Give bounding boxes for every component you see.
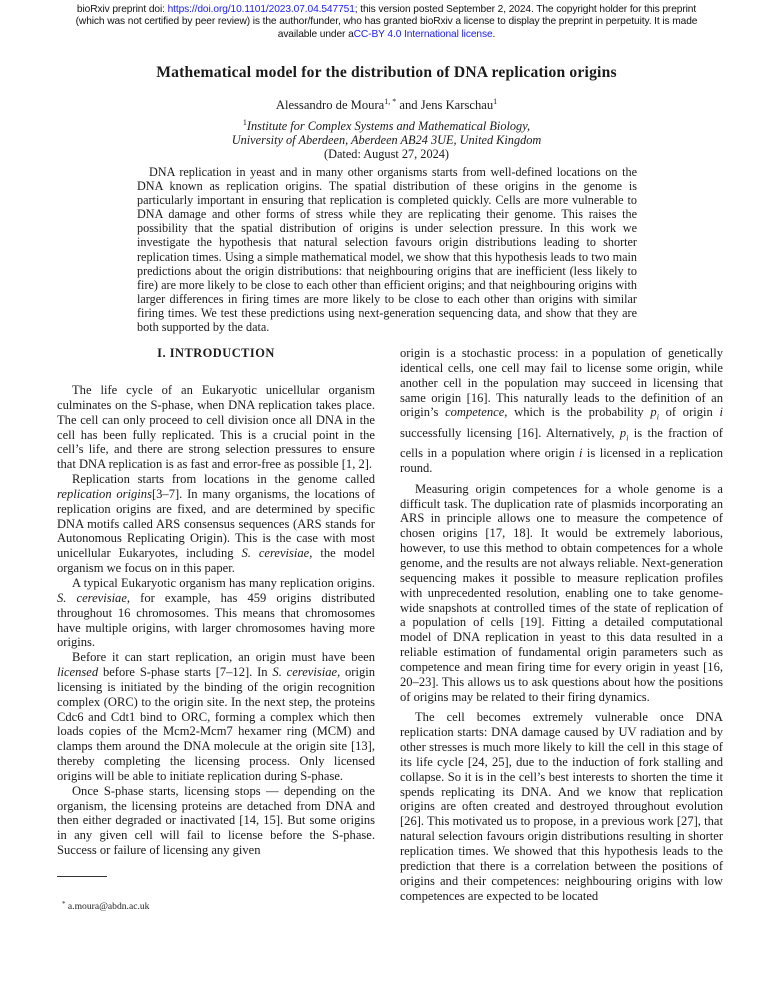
banner-line-3: available under aCC-BY 4.0 International license. (277, 28, 496, 40)
paragraph: Before it can start replication, an origin must have been licensed before S-phase starts [7–12]. In S. cerevisiae, origin licensing is initiated by the binding of the origin recognition complex (ORC) to the origin site. In the next step, the proteins Cdc6 and Cdt1 bind to ORC, forming a complex which then loads copies of the Mcm2-Mcm7 hexamer ring (MCM) and clamps them around the DNA molecule at the origin site [13], thereby completing the licensing process. Only licensed origins will be able to initiate replication during S-phase. (57, 650, 376, 783)
affiliation-line-2: University of Aberdeen, Aberdeen AB24 3UE, United Kingdom (231, 133, 542, 148)
doi-link[interactable]: https://doi.org/10.1101/2023.07.04.547751 (167, 4, 355, 15)
biorxiv-preprint-banner (0, 4, 773, 41)
banner-line-2: (which was not certified by peer review) is the author/funder, who has granted bioRxiv a license to display the preprint in perpetuity. It is made (75, 16, 698, 28)
paper-title: Mathematical model for the distribution of DNA replication origins (156, 64, 617, 81)
banner-line-1: bioRxiv preprint doi: https://doi.org/10.1101/2023.07.04.547751; this version posted September 2, 2024. The copyright holder for this preprint (76, 4, 697, 15)
paragraph: Once S-phase starts, licensing stops — depending on the organism, the licensing proteins are detached from DNA and then either degraded or inactivated [14, 15]. But some origins in any given cell will fail to license before the S-phase. Success or failure of licensing any given (57, 783, 375, 858)
section-heading-introduction: I. INTRODUCTION (157, 346, 275, 360)
abstract: DNA replication in yeast and in many other organisms starts from well-defined locations on the DNA known as replication origins. The spatial distribution of these origins in the genome is particularly important in ensuring that replication is completed quickly. Cells are more vulnerable to DNA damage and other forms of stress while they are replicating their genome. This raises the possibility that the spatial distribution of origins is under selection pressure. In this work we investigate the hypothesis that natural selection favours origin distributions leading to shorter replication times. Using a simple mathematical model, we show that this hypothesis leads to two main predictions about the origin distributions: that neighbouring origins that are inefficient (less likely to fire) are more likely to be close to each other than efficient origins; and that neighbouring origins with larger differences in firing times are more likely to be close to each other than origins with similar firing times. We test these predictions using next-generation sequencing data, and show that they are both supported by the data. (137, 165, 637, 335)
left-column (57, 344, 375, 858)
affiliation-block (0, 116, 773, 162)
date-line: (Dated: August 27, 2024) (323, 147, 449, 162)
paragraph: Replication starts from locations in the genome called replication origins[3–7]. In many organisms, the locations of replication origins are fixed, and are determined by specific DNA motifs called ARS consensus sequences (ARS stands for Autonomous Replicating Origin). This is the case with most unicellular Eukaryotes, including S. cerevisiae, the model organism we focus on in this paper. (57, 472, 376, 576)
author-name: Alessandro de Moura (275, 98, 385, 112)
paragraph: Measuring origin competences for a whole genome is a difficult task. The duplication rate of plasmids incorporating an ARS in principle allows one to measure the competence of chosen origins [17, 18]. It would be extremely laborious, however, to use this method to obtain competences for a whole genome, and the results are not always reliable. Next-generation sequencing makes it possible to measure replication profiles with unprecedented resolution, enabling one to take genome-wide snapshots at controlled times of the state of replication of a population of cells [19]. Fitting a detailed computational model of DNA replication in yeast to this data resulted in a reliable estimation of fundamental origin parameters such as competence and mean firing time for every origin in yeast [16, 20–23]. This allows us to ask questions about how the positions of origins may be related to their firing dynamics. (400, 481, 723, 704)
right-column (400, 346, 723, 903)
author-name: Jens Karschau (420, 98, 494, 112)
paragraph: origin is a stochastic process: in a population of genetically identical cells, one cell may fail to license some origin, while another cell in the population may succeed in licensing that same origin [16]. This naturally leads to the definition of an origin’s competence, which is the probability $p_i$ of origin i successfully licensing [16]. Alternatively, $p_i$ is the fraction of cells in a population where origin i is licensed in a replication round. (400, 346, 723, 475)
license-link[interactable]: CC-BY 4.0 International license (353, 28, 493, 40)
math-symbol: i (719, 405, 723, 420)
footnote-divider (57, 876, 107, 877)
math-symbol: $p_i$ (650, 405, 659, 422)
footnote-email: * a.moura@abdn.ac.uk (62, 900, 150, 912)
paragraph: The life cycle of an Eukaryotic unicellular organism culminates on the S-phase, when DNA replication takes place. The cell can only proceed to cell division once all DNA in the cell has been fully replicated. This is a crucial point in the cell’s life, and there are strong selection pressures to ensure that DNA replication is as fast and error-free as possible [1, 2]. (57, 383, 375, 472)
author-list: Alessandro de Moura$^{1, *}$ and Jens Karschau$^1$ (275, 97, 498, 112)
corresponding-author-email[interactable]: a.moura@abdn.ac.uk (67, 901, 150, 912)
author-affiliation-marker: 1 (493, 97, 498, 106)
math-symbol: $p_i$ (619, 425, 629, 443)
affiliation-line-1: $^1$Institute for Complex Systems and Mathematical Biology, (242, 118, 531, 133)
paragraph: The cell becomes extremely vulnerable once DNA replication starts: DNA damage caused by UV radiation and by other stresses is much more likely to kill the cell in this stage of its life cycle [24, 25], due to the induction of fork stalling and collapse. So it is in the cell’s best interests to shorten the time it spends replicating its DNA. And we know that replication origins are often created and destroyed throughout evolution [26]. This motivated us to propose, in a previous work [27], that natural selection favours origin distributions resulting in shorter replication times. We showed that this hypothesis leads to the prediction that there is a correlation between the positions of origins and their competences: neighbouring origins with low competences are expected to be located (400, 710, 723, 903)
paragraph: A typical Eukaryotic organism has many replication origins. S. cerevisiae, for example, has 459 origins distributed throughout 16 chromosomes. This means that chromosomes have multiple origins, with larger chromosomes having more origins. (57, 575, 375, 650)
math-symbol: i (579, 446, 583, 461)
author-affiliation-marker: 1, * (384, 97, 397, 106)
